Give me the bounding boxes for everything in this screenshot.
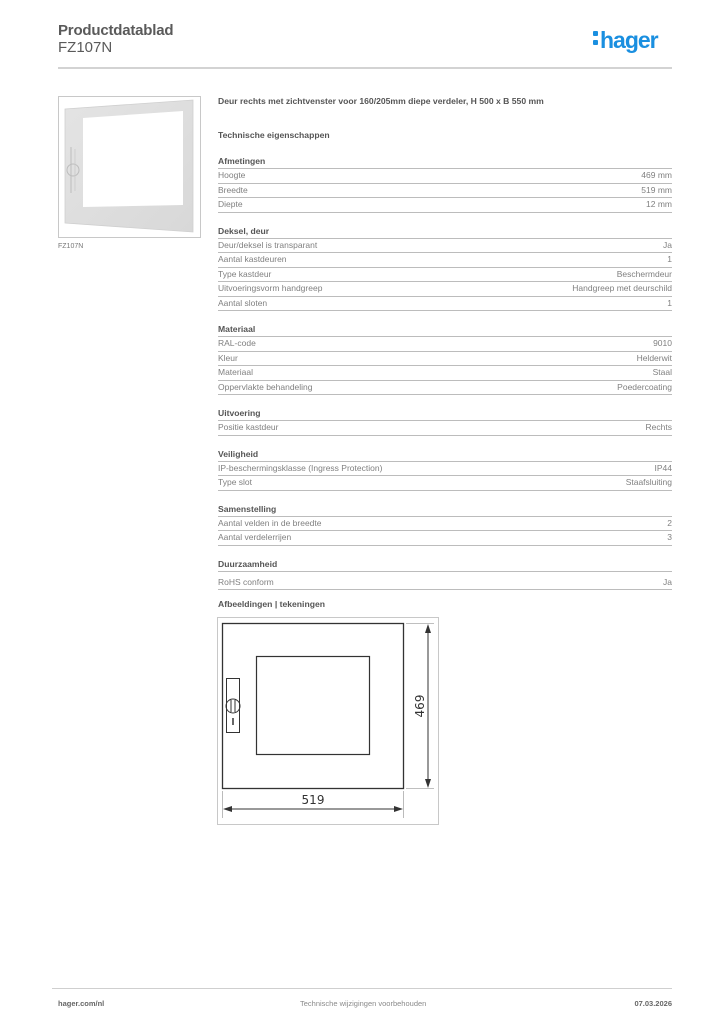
spec-row [218, 169, 672, 184]
spec-value: Rechts [645, 422, 672, 432]
spec-row [218, 531, 672, 546]
spec-label: Aantal kastdeuren [218, 254, 287, 264]
spec-value: Poedercoating [617, 381, 672, 392]
spec-label: Aantal sloten [218, 297, 268, 308]
spec-label: Oppervlakte behandeling [218, 381, 313, 392]
spec-row [218, 381, 672, 396]
technical-properties-heading: Technische eigenschappen [218, 130, 330, 140]
spec-label: RoHS conform [218, 576, 274, 587]
spec-value: 3 [667, 532, 672, 542]
spec-row [218, 239, 672, 254]
group-title: Samenstelling [218, 503, 672, 517]
spec-value: Staafsluiting [625, 477, 672, 487]
spec-row [218, 253, 672, 268]
spec-value: 469 mm [641, 170, 672, 180]
spec-label: Uitvoeringsvorm handgreep [218, 283, 323, 293]
page-title: Productdatablad [58, 22, 174, 39]
group-title: Duurzaamheid [218, 558, 672, 572]
spec-value: Ja [663, 239, 672, 250]
footer-disclaimer: Technische wijzigingen voorbehouden [300, 999, 427, 1008]
spec-row [218, 366, 672, 381]
spec-label: Type slot [218, 477, 253, 487]
spec-value: Ja [663, 576, 672, 587]
group-title: Deksel, deur [218, 225, 672, 239]
product-code: FZ107N [58, 39, 113, 56]
spec-row [218, 297, 672, 312]
logo-text: hager [600, 27, 658, 53]
spec-group-materiaal [218, 323, 672, 395]
spec-row [218, 268, 672, 283]
spec-value: Staal [652, 367, 672, 377]
width-dimension: 519 [301, 793, 325, 807]
footer-divider [52, 988, 672, 989]
door-photo-icon [59, 97, 200, 237]
door-dimension-drawing-icon [218, 618, 438, 824]
spec-row [218, 352, 672, 367]
spec-value: IP44 [654, 462, 672, 473]
drawings-heading: Afbeeldingen | tekeningen [218, 599, 325, 609]
spec-label: Aantal verdelerrijen [218, 532, 292, 542]
spec-label: IP-beschermingsklasse (Ingress Protection) [218, 462, 383, 473]
spec-label: Kleur [218, 352, 238, 363]
spec-label: RAL-code [218, 338, 256, 348]
technical-drawing [217, 617, 439, 825]
hager-logo [593, 27, 658, 54]
spec-group-veiligheid [218, 448, 672, 491]
spec-value: 1 [667, 254, 672, 264]
spec-label: Materiaal [218, 367, 253, 377]
footer-website-link[interactable]: hager.com/nl [58, 999, 105, 1008]
spec-value: 519 mm [641, 184, 672, 195]
spec-row [218, 184, 672, 199]
spec-group-uitvoering [218, 407, 672, 436]
spec-value: 2 [667, 517, 672, 528]
spec-group-duurzaamheid [218, 558, 672, 591]
spec-group-afmetingen [218, 155, 672, 213]
spec-value: 1 [667, 297, 672, 308]
spec-label: Aantal velden in de breedte [218, 517, 322, 528]
header-divider [58, 67, 672, 69]
spec-value: Helderwit [636, 352, 672, 363]
spec-section [218, 96, 672, 590]
spec-label: Hoogte [218, 170, 246, 180]
spec-value: Beschermdeur [616, 268, 672, 279]
logo-colon-icon [593, 28, 598, 49]
spec-group-deksel-deur [218, 225, 672, 312]
height-dimension: 469 [413, 694, 427, 718]
group-title: Materiaal [218, 323, 672, 337]
spec-row [218, 462, 672, 477]
spec-label: Type kastdeur [218, 268, 272, 279]
spec-value: 9010 [653, 338, 672, 348]
spec-row [218, 517, 672, 532]
spec-row [218, 337, 672, 352]
spec-label: Deur/deksel is transparant [218, 239, 318, 250]
spec-row [218, 198, 672, 213]
spec-label: Breedte [218, 184, 248, 195]
spec-value: Handgreep met deurschild [572, 283, 672, 293]
spec-label: Diepte [218, 199, 243, 209]
spec-row [218, 421, 672, 436]
spec-row [218, 282, 672, 297]
spec-label: Positie kastdeur [218, 422, 279, 432]
spec-value: 12 mm [646, 199, 672, 209]
group-title: Afmetingen [218, 155, 672, 169]
spec-row [218, 476, 672, 491]
group-title: Veiligheid [218, 448, 672, 462]
product-description: Deur rechts met zichtvenster voor 160/205mm diepe verdeler, H 500 x B 550 mm [218, 96, 544, 106]
footer-date: 07.03.2026 [634, 999, 672, 1008]
product-image [58, 96, 201, 238]
spec-row [218, 576, 672, 591]
spec-group-samenstelling [218, 503, 672, 546]
product-image-caption: FZ107N [58, 243, 84, 250]
group-title: Uitvoering [218, 407, 672, 421]
